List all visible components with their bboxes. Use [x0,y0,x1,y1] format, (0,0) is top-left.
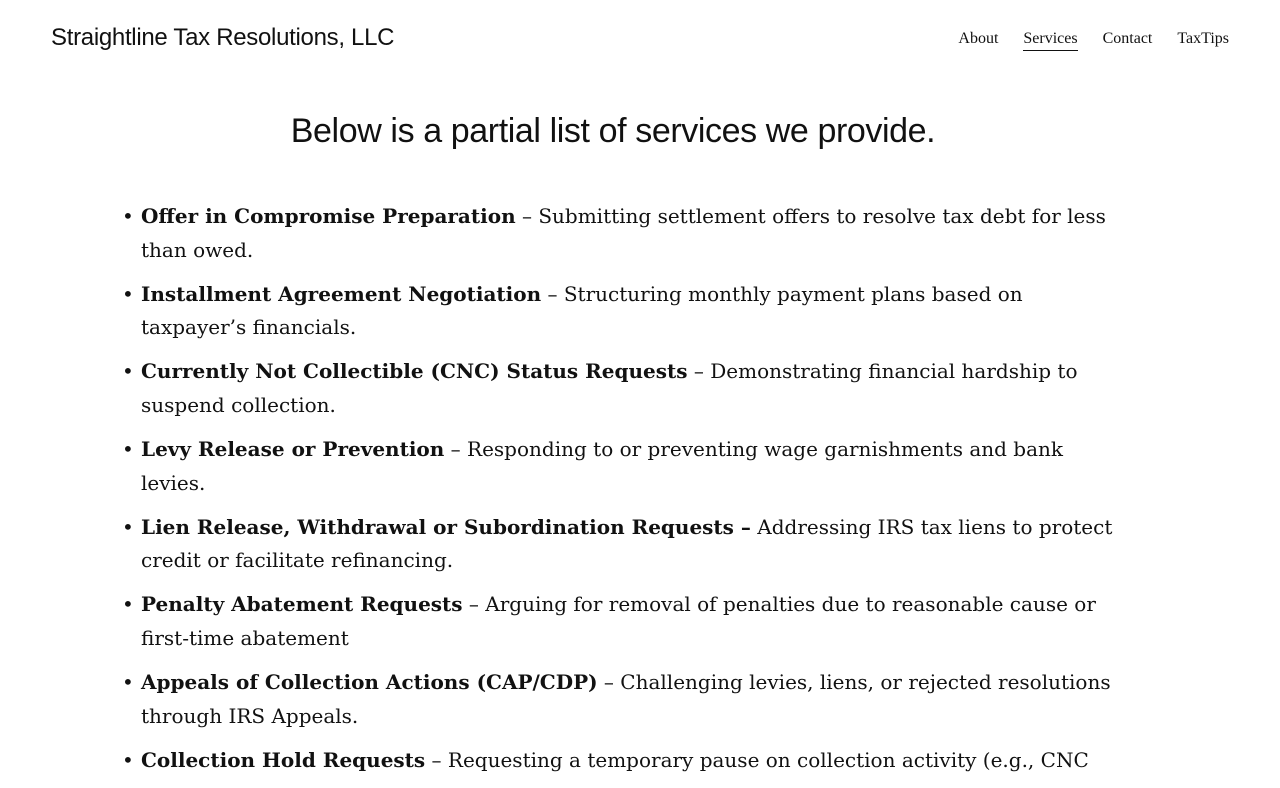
service-description: – Submitting settlement offers to resolve tax debt for less than owed. [141,204,1106,262]
list-item [120,200,1120,267]
nav-about-link[interactable]: About [958,30,999,47]
nav-services-link[interactable]: Services [1023,30,1077,51]
bullet-icon: • [122,670,134,695]
service-title: Penalty Abatement Requests [141,592,463,617]
service-title: Appeals of Collection Actions (CAP/CDP) [141,670,598,695]
bullet-icon: • [122,359,134,384]
list-item [120,511,1120,578]
service-description: – Challenging levies, liens, or rejected resolutions through IRS Appeals. [141,670,1111,728]
list-item [120,278,1120,345]
bullet-icon: • [122,592,134,617]
service-description: Addressing IRS tax liens to protect credit or facilitate refinancing. [141,514,1113,573]
service-description: – Demonstrating financial hardship to suspend collection. [141,359,1078,417]
main-nav [958,30,1229,51]
bullet-icon: • [122,747,134,772]
site-header [0,0,1280,80]
list-item [120,666,1120,733]
bullet-icon: • [122,204,134,228]
bullet-icon: • [122,281,134,306]
site-title-link[interactable]: Straightline Tax Resolutions, LLC [51,24,395,51]
list-item [120,744,1120,778]
page-heading: Below is a partial list of services we provide. [290,112,936,150]
bullet-icon: • [122,437,134,462]
service-description: – Structuring monthly payment plans based on taxpayer’s financials. [141,281,1023,340]
list-item [120,433,1120,500]
service-title: Levy Release or Prevention [141,437,445,462]
service-title: Currently Not Collectible (CNC) Status Requests [141,359,688,384]
nav-contact-link[interactable]: Contact [1102,30,1153,47]
nav-taxtips-link[interactable]: TaxTips [1177,30,1229,47]
list-item [120,355,1120,422]
list-item [120,588,1120,655]
service-title: Collection Hold Requests [141,747,426,772]
service-title: Offer in Compromise Preparation [141,204,516,228]
service-description: – Requesting a temporary pause on collection activity (e.g., CNC [425,747,1089,772]
service-description: – Responding to or preventing wage garnishments and bank levies. [141,437,1064,495]
service-title: Installment Agreement Negotiation [141,281,542,306]
services-list [120,200,1120,788]
bullet-icon: • [122,514,134,539]
service-title: Lien Release, Withdrawal or Subordination Requests – [141,514,751,539]
service-description: – Arguing for removal of penalties due to reasonable cause or first-time abatement [141,592,1096,651]
